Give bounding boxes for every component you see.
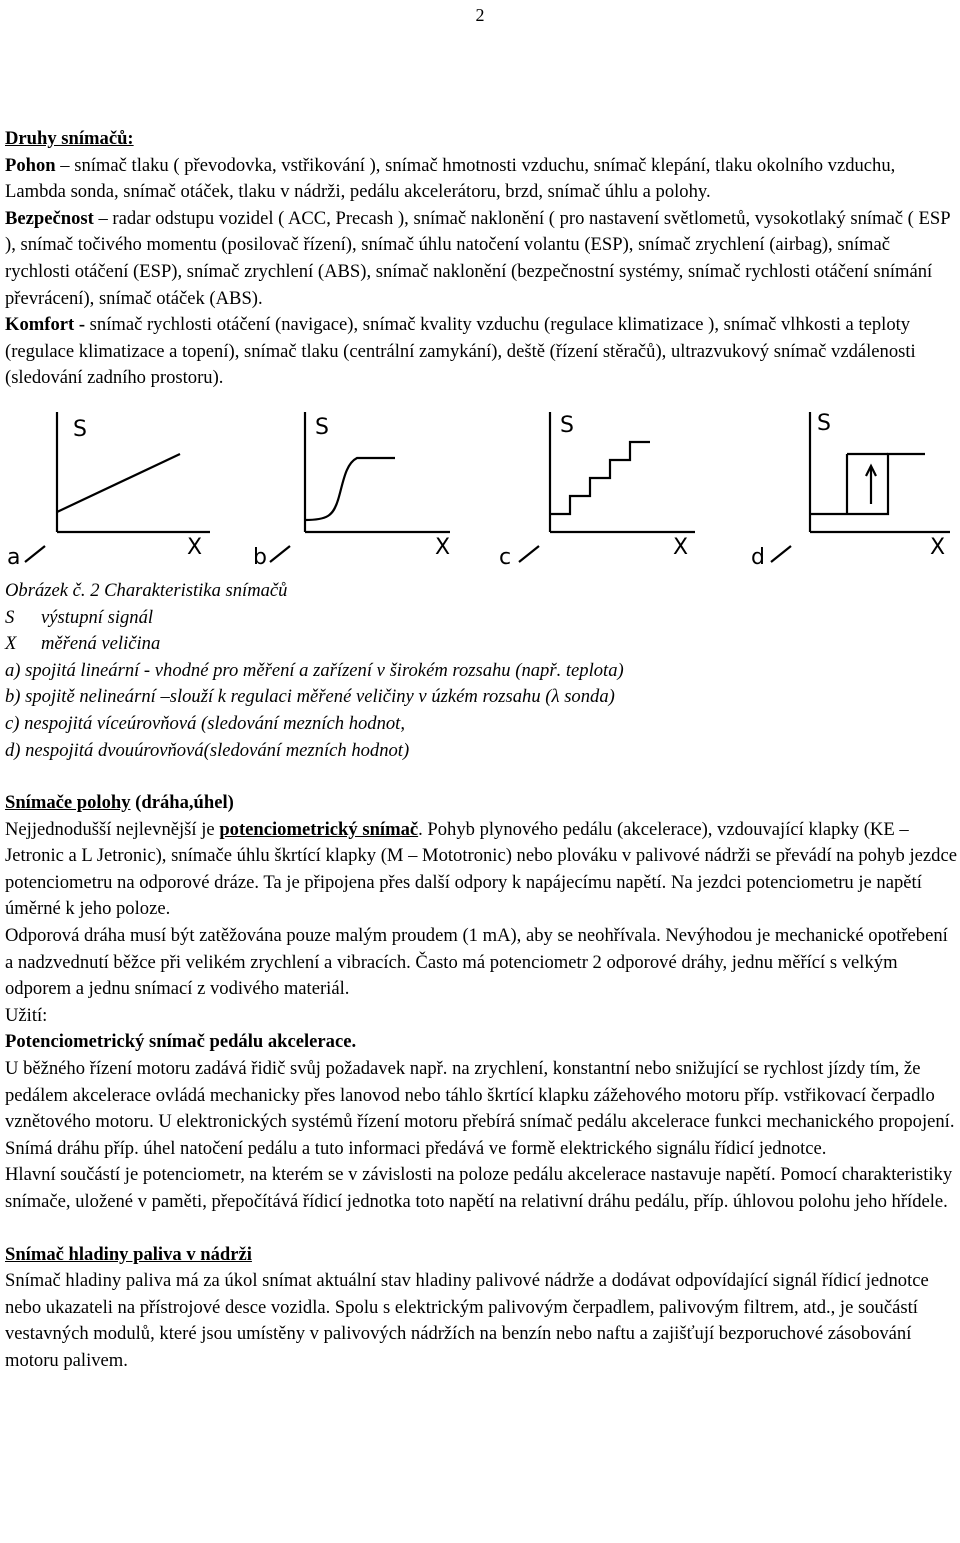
caption-item-c: c) nespojitá víceúrovňová (sledování mezních hodnot,	[5, 712, 406, 734]
document-body	[5, 126, 957, 1375]
paragraph-comfort: Komfort - snímač rychlosti otáčení (navigace), snímač kvality vzduchu (regulace klimatizace ), snímač vlhkosti a teploty (regulace klimatizace a topení), snímač tlaku (centrální zamykání), deště (řízení stěračů), ultrazvukový snímač vzdálenosti (sledování zadního prostoru).	[5, 314, 916, 389]
section-heading-types: Druhy snímačů:	[5, 128, 134, 149]
axis-s-a: S	[73, 416, 87, 442]
axis-x-b: X	[435, 534, 451, 560]
paragraph-drive: Pohon – snímač tlaku ( převodovka, vstřikování ), snímač hmotnosti vzduchu, snímač klepání, tlaku okolního vzduchu, Lambda sonda, snímač otáček, tlaku v nádrži, pedálu akcelerátoru, brzd, snímač úhlu a polohy.	[5, 154, 896, 203]
section-heading-position: Snímače polohy (dráha,úhel)	[5, 792, 234, 814]
axis-x-d: X	[930, 534, 946, 560]
figure-caption	[5, 578, 957, 764]
paragraph-position-2: Odporová dráha musí být zatěžována pouze malým proudem (1 mA), aby se neohřívala. Nevýhodou je mechanické opotřebení a nadzvednutí běžce při velikém zrychlení a vibracích. Často má potenciometr 2 odporové dráhy, jednu měřící s velkým odporem a jednu snímací z vodivého materiál.	[5, 925, 948, 1000]
paragraph-pedal-2: Hlavní součástí je potenciometr, na kterém se v závislosti na poloze pedálu akcelerace nastavuje napětí. Pomocí charakteristiky snímače, uložené v paměti, přepočítává řídicí jednotka toto napětí na relativní dráhu pedálu, příp. úhlovou polohu jeho hřídele.	[5, 1164, 953, 1212]
axis-s-c: S	[560, 412, 574, 438]
legend-x: X měřená veličina	[5, 633, 161, 655]
characteristics-diagram	[5, 404, 960, 574]
sensor-characteristics-figure	[5, 404, 960, 574]
graph-label-b: b	[253, 544, 267, 570]
graph-d-twolevel	[810, 412, 950, 532]
paragraph-position-1: Nejjednodušší nejlevnější je potenciometrický snímač. Pohyb plynového pedálu (akcelerace), vzdouvající klapky (KE – Jetronic a L Jetronic), snímače úhlu škrtící klapky (M – Mototronic) nebo plováku v palivové nádrži se převádí na pohyb jezdce potenciometru na odporové dráze. Ta je připojena přes další odpory k napájecímu napětí. Na jezdci potenciometru je napětí úměrné k jeho poloze.	[5, 818, 957, 920]
paragraph-pedal-1: U běžného řízení motoru zadává řidič svůj požadavek např. na zrychlení, konstantní nebo snižující se rychlost jízdy tím, že pedálem akcelerace ovládá mechanicky přes lanovod nebo táhlo škrtící klapku zážehového motoru příp. vstřikovací čerpadlo vznětového motoru. U elektronických systémů řízení motoru přebírá snímač pedálu akcelerace funkci mechanického propojení. Snímá dráhu příp. úhel natočení pedálu a tuto informaci předává ve formě elektrického signálu řídicí jednotce.	[5, 1058, 955, 1159]
caption-item-d: d) nespojitá dvouúrovňová(sledování mezních hodnot)	[5, 739, 410, 761]
page-number: 2	[475, 5, 485, 25]
legend-s: S výstupní signál	[5, 606, 154, 628]
section-heading-fuel: Snímač hladiny paliva v nádrži	[5, 1243, 252, 1265]
axis-s-d: S	[817, 410, 831, 436]
axis-x-c: X	[673, 534, 689, 560]
axis-s-b: S	[315, 414, 329, 440]
graph-label-d: d	[751, 544, 765, 570]
graph-label-a: a	[7, 544, 21, 570]
caption-item-b: b) spojitě nelineární –slouží k regulaci měřené veličiny v úzkém rozsahu (λ sonda)	[5, 686, 615, 708]
usage-label: Užití:	[5, 1004, 48, 1026]
axis-x-a: X	[187, 534, 203, 560]
paragraph-safety: Bezpečnost – radar odstupu vozidel ( ACC, Precash ), snímač naklonění ( pro nastavení světlometů, vysokotlaký snímač ( ESP ), snímač točivého momentu (posilovač řízení), snímač úhlu natočení volantu (ESP), snímač zrychlení (airbag), snímač rychlosti otáčení (ESP), snímač zrychlení (ABS), snímač naklonění (bezpečnostní systémy, snímač rychlosti otáčení snímání převrácení), snímač otáček (ABS).	[5, 207, 950, 309]
graph-label-c: c	[499, 544, 512, 570]
caption-item-a: a) spojitá lineární - vhodné pro měření a zařízení v širokém rozsahu (např. teplota)	[5, 659, 624, 681]
caption-title: Obrázek č. 2 Charakteristika snímačů	[5, 579, 288, 601]
paragraph-fuel: Snímač hladiny paliva má za úkol snímat aktuální stav hladiny palivové nádrže a dodávat odpovídající signál řídicí jednotce nebo ukazateli na přístrojové desce vozidla. Spolu s elektrickým palivovým čerpadlem, palivovým filtrem, atd., je součástí vestavných modulů, které jsou umístěny v palivových nádržích na benzín nebo naftu a zajišťují bezporuchové zásobování motoru palivem.	[5, 1270, 929, 1371]
pedal-heading: Potenciometrický snímač pedálu akcelerace.	[5, 1031, 357, 1053]
